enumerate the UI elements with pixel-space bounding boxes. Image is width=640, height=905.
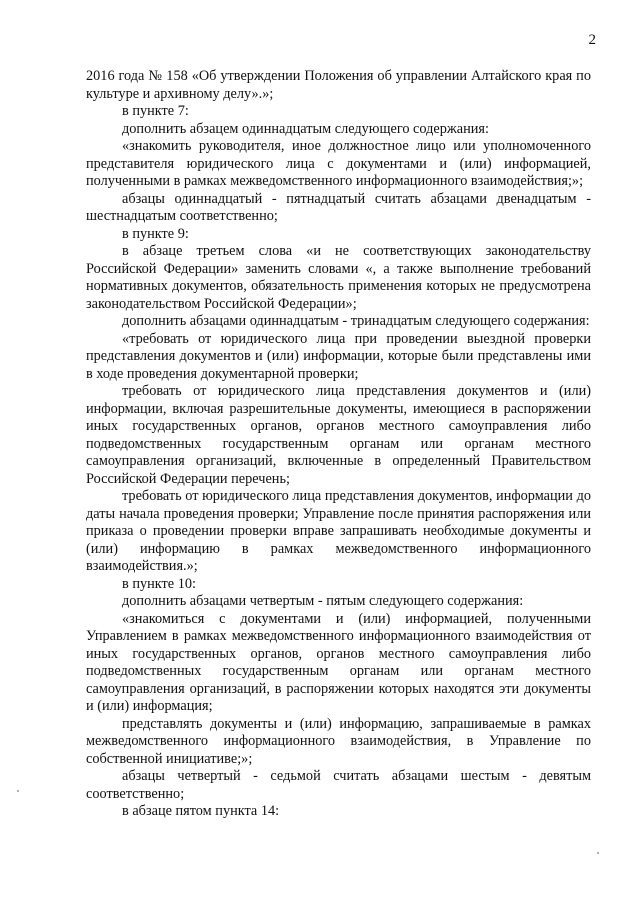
- scan-speck: [17, 790, 19, 792]
- paragraph: абзацы одиннадцатый - пятнадцатый считать абзацами двенадцатым - шестнадцатым соответственно;: [86, 190, 591, 224]
- document-body: [86, 68, 591, 821]
- page-number: 2: [588, 32, 596, 48]
- paragraph: требовать от юридического лица представления документов, информации до даты начала проведения проверки; Управление после принятия распоряжения или приказа о проведении проверки вправе запрашивать необходимые документы и (или) информацию в рамках межведомственного информационного взаимодействия.»;: [86, 488, 591, 574]
- paragraph: требовать от юридического лица представления документов и (или) информации, включая разрешительные документы, имеющиеся в распоряжении иных государственных органов, органов местного самоуправления либо подведомственных государственным органам или органам местного самоуправления организаций, включенные в определенный Правительством Российской Федерации перечень;: [86, 383, 591, 487]
- paragraph: дополнить абзацами четвертым - пятым следующего содержания:: [122, 593, 524, 609]
- paragraph-quote: «требовать от юридического лица при проведении выездной проверки представления документов и (или) информации, которые были представлены ими в ходе проведения документарной проверки;: [86, 330, 591, 382]
- paragraph: дополнить абзацем одиннадцатым следующего содержания:: [122, 120, 489, 137]
- paragraph-continuation: 2016 года № 158 «Об утверждении Положения об управлении Алтайского края по культуре и архивному делу».»;: [86, 68, 591, 102]
- paragraph-point-10: в пункте 10:: [122, 575, 196, 592]
- paragraph: представлять документы и (или) информацию, запрашиваемые в рамках межведомственного информационного взаимодействия, в Управление по собственной инициативе;»;: [86, 715, 591, 767]
- paragraph-quote: «знакомить руководителя, иное должностное лицо или уполномоченного представителя юридического лица с документами и (или) информацией, полученными в рамках межведомственного информационного взаимодействия;»;: [86, 138, 591, 189]
- paragraph-point-14: в абзаце пятом пункта 14:: [122, 803, 280, 819]
- paragraph: в абзаце третьем слова «и не соответствующих законодательству Российской Федерации» заменить словами «, а также выполнение требований нормативных документов, обязательность применения которых не предусмотрена законодательством Российской Федерации»;: [86, 243, 591, 312]
- paragraph: дополнить абзацами одиннадцатым - тринадцатым следующего содержания:: [122, 313, 590, 329]
- paragraph: абзацы четвертый - седьмой считать абзацами шестым - девятым соответственно;: [86, 768, 591, 802]
- scan-speck: [597, 852, 599, 854]
- paragraph-point-7: в пункте 7:: [122, 103, 189, 119]
- paragraph-quote: «знакомиться с документами и (или) информацией, полученными Управлением в рамках межведомственного информационного взаимодействия от иных государственных органов, органов местного самоуправления либо подведомственных государственным органам или органам местного самоуправления организаций, в распоряжении которых находятся эти документы и (или) информация;: [86, 610, 591, 714]
- paragraph-point-9: в пункте 9:: [122, 225, 189, 242]
